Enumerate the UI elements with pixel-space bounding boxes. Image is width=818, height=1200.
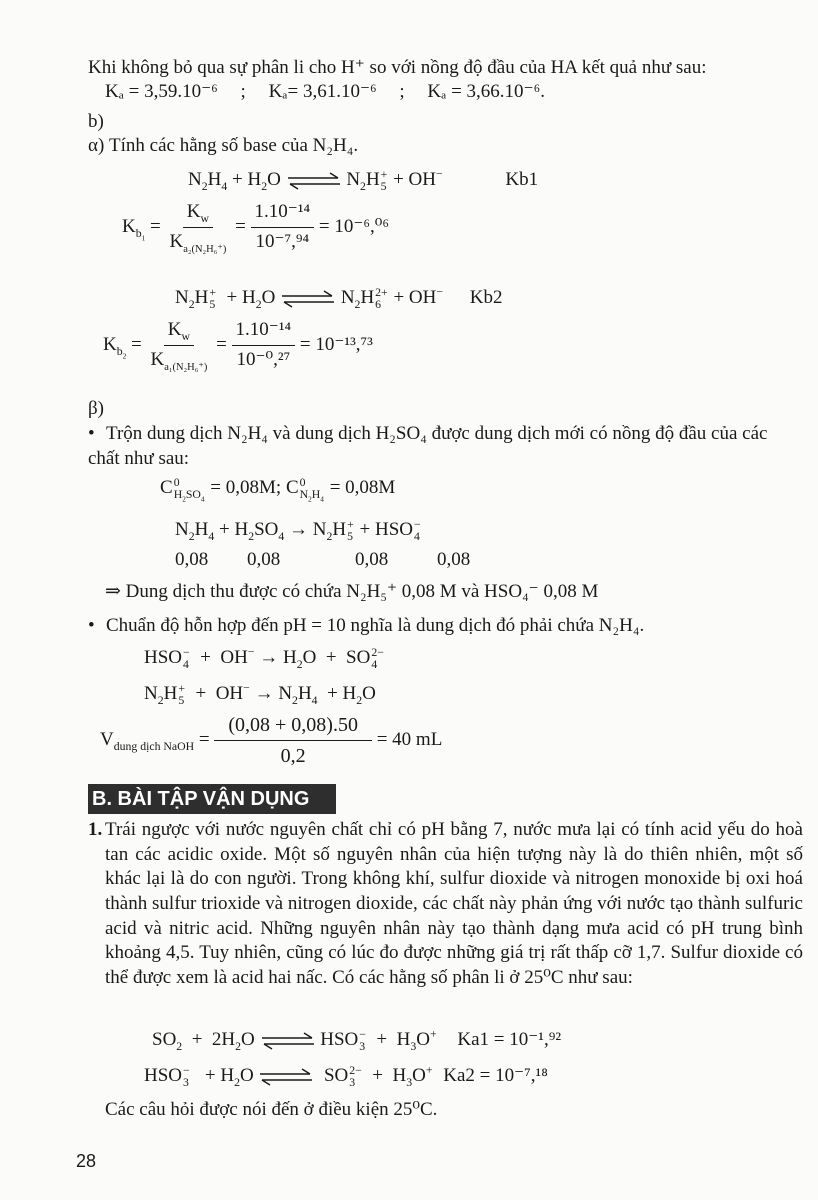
initial-concentrations: C 0 $H_2SO_4$ = 0,08M; C 0 $N_2H_4$ = 0,08M <box>160 475 396 503</box>
titration-reaction-2: $N_2H$ + 5 + $OH^- \to N_2H_4 + H_2O$ <box>144 681 376 707</box>
ka-values: Kₐ = 3,59.10⁻⁶ ; Kₐ= 3,61.10⁻⁶ ; Kₐ = 3,66.10⁻⁶. <box>105 81 545 102</box>
so2-reaction-1: $SO_2 + 2H_2O$ HSO − 3 + $H_3O^+$ Ka1 = 10⁻¹,⁹² <box>152 1027 562 1053</box>
kb1-label: Kb1 <box>505 169 539 190</box>
kb2-label: Kb2 <box>469 287 503 308</box>
ka-value-1: Kₐ = 3,59.10⁻⁶ <box>105 81 218 102</box>
so2-reaction-2: HSO − 3 + $H_2O$ SO 2− 3 + $H_3O^+$ Ka2 = 10⁻⁷,¹⁸ <box>144 1063 548 1089</box>
alpha-text: Tính các hằng số base của N₂H₄. <box>109 135 359 156</box>
section-header: B. BÀI TẬP VẬN DỤNG <box>88 784 336 814</box>
ka-value-3: Kₐ = 3,66.10⁻⁶. <box>427 81 545 102</box>
titration-reaction-1: HSO − 4 + $OH^- \to H_2O$ + SO 2− 4 <box>144 645 384 671</box>
ka-value-2: Kₐ= 3,61.10⁻⁶ <box>268 81 377 102</box>
equilibrium-arrow-icon <box>260 1032 316 1050</box>
exercise-text: Trái ngược với nước nguyên chất chỉ có pH bằng 7, nước mưa lại có tính acid yếu do hoà tan các acidic oxide. Một số nguyên nhân của hiện tượng này là do thiên nhiên, một số khác lại là do con người. Trong không khí, sulfur dioxide và nitrogen monoxide bị oxi hoá thành sulfur trioxide và nitrogen dioxide, các chất này phản ứng với nước tạo thành sulfuric acid và nitric acid. Những nguyên nhân này tạo thành dạng mưa acid có pH trung bình khoảng 4,5. Tuy nhiên, cũng có lúc đo được những giá trị rất thấp cỡ 1,7. Sulfur dioxide có thể được xem là acid hai nấc. Có các hằng số phân li ở 25⁰C như sau: <box>105 819 803 989</box>
part-alpha <box>88 134 358 159</box>
so2-ka2: Ka2 = 10⁻⁷,¹⁸ <box>443 1065 548 1086</box>
neutralization-reaction: $N_2H_4 + H_2SO_4 \to N_2H$ + 5 + HSO − 4 <box>175 517 421 543</box>
kb1-formula: $K_{b_1}$ = $\frac{K_w}{K_{a_2(N_2H_6^+)}}$ = $\frac{\text{1.10⁻¹⁴}}{\text{10⁻⁷,⁹⁴}}$ = 10⁻⁶,⁰⁶ <box>122 201 390 255</box>
part-beta-label: β) <box>88 398 104 419</box>
beta-bullet-1: • Trộn dung dịch N₂H₄ và dung dịch H₂SO₄ được dung dịch mới có nồng độ đầu của các chất như sau: <box>88 423 768 469</box>
naoh-volume-formula: $V_{dung dịch NaOH}$ = $\frac{(0,08 + 0,08).50}{0,2}$ = 40 mL <box>100 714 443 767</box>
reaction-kb2: $N_2H$ + 5 + $H_2O$ $N_2H$ 2+ 6 + OH− Kb2 <box>175 285 503 311</box>
exercise-number: 1. <box>88 819 103 840</box>
alpha-label: α) <box>88 135 105 156</box>
equilibrium-arrow-icon <box>280 290 336 308</box>
equilibrium-arrow-icon <box>286 172 342 190</box>
equilibrium-arrow-icon <box>258 1068 314 1086</box>
result-line: ⇒ Dung dịch thu được có chứa N₂H₅⁺ 0,08 M và HSO₄⁻ 0,08 M <box>105 581 599 602</box>
bullet-icon: • <box>88 423 95 444</box>
kb2-formula: $K_{b_2}$ = $\frac{K_w}{K_{a_1(N_2H_6^+)}}$ = $\frac{\text{1.10⁻¹⁴}}{\text{10⁻⁰,²⁷}}$ = 10⁻¹³,⁷³ <box>103 319 373 373</box>
part-b-label: b) <box>88 111 104 132</box>
intro-line: Khi không bỏ qua sự phân li cho H⁺ so với nồng độ đầu của HA kết quả như sau: <box>88 57 707 78</box>
so2-ka1: Ka1 = 10⁻¹,⁹² <box>457 1029 562 1050</box>
page-number: 28 <box>76 1151 97 1171</box>
reaction-kb1: $N_2H_4 + H_2O$ $N_2H$ + 5 + OH− Kb1 <box>188 167 539 193</box>
bullet-icon: • <box>88 615 95 636</box>
beta-bullet-2: • Chuẩn độ hỗn hợp đến pH = 10 nghĩa là dung dịch đó phải chứa N₂H₄. <box>88 614 644 639</box>
exercise-closing: Các câu hỏi được nói đến ở điều kiện 25⁰C. <box>105 1099 438 1120</box>
